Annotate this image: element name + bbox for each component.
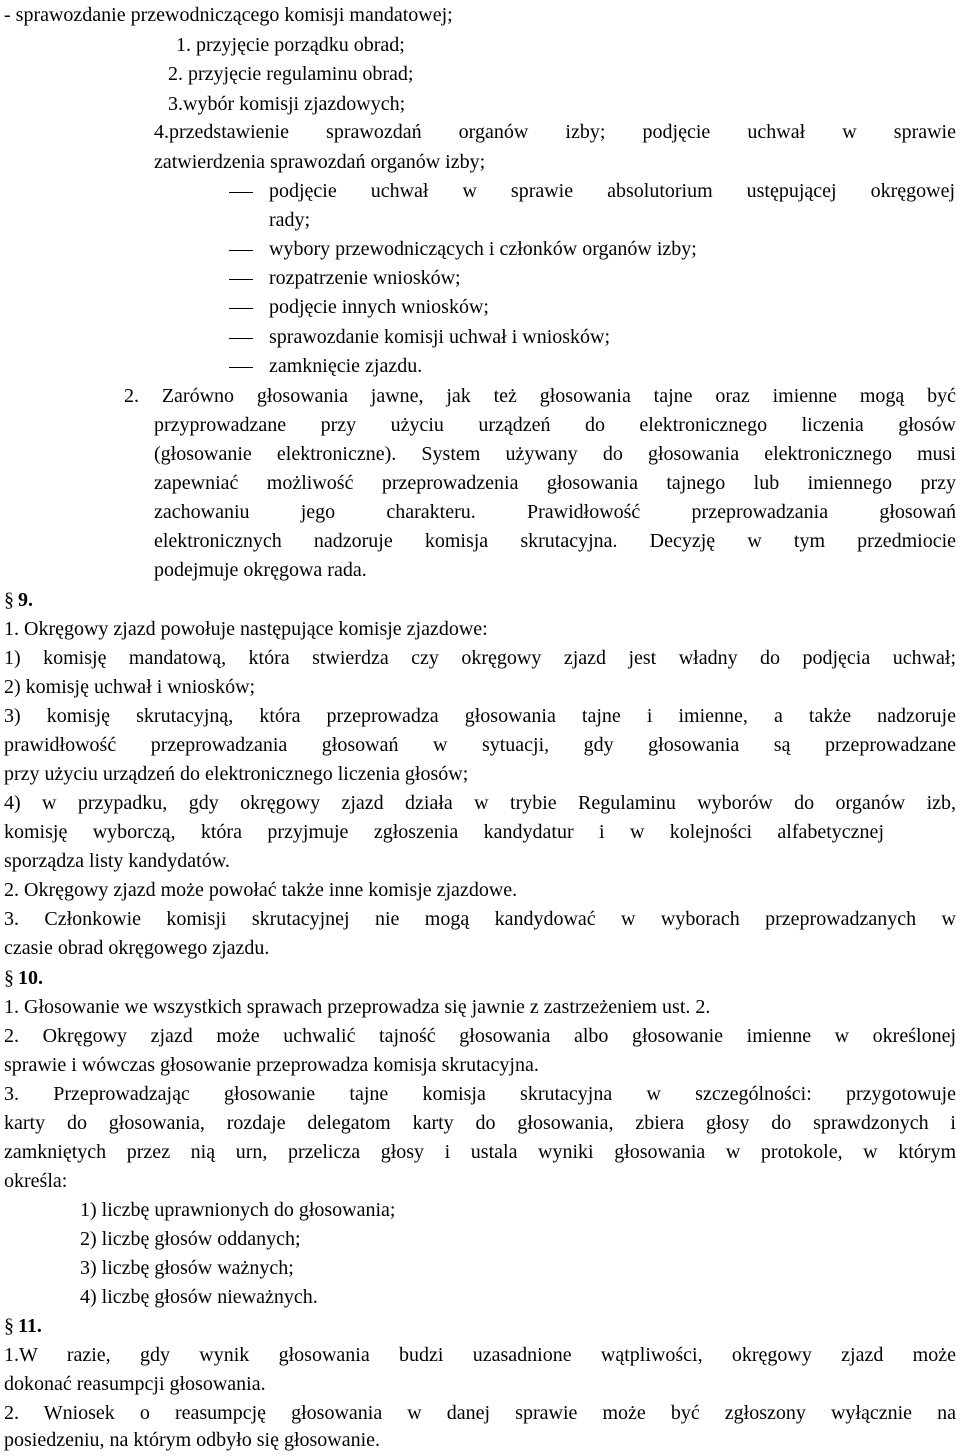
dash-bullet-icon	[229, 264, 253, 293]
s9-line-2: 1) komisję mandatową, która stwierdza czy okręgowy zjazd jest władny do podjęcia uchwał;	[4, 647, 956, 669]
paragraph-2-line-5: zachowaniu jego charakteru. Prawidłowość przeprowadzania głosowań	[154, 501, 956, 523]
dash-item-text: rozpatrzenie wniosków;	[269, 267, 461, 289]
intro-line: - sprawozdanie przewodniczącego komisji mandatowej;	[4, 4, 453, 26]
paragraph-2-line-3: (głosowanie elektroniczne). System używany do głosowania elektronicznego musi	[154, 443, 956, 465]
dash-item-text: podjęcie innych wniosków;	[269, 296, 489, 318]
dash-item-6	[0, 352, 960, 381]
s11-line-4: posiedzeniu, na którym odbyło się głosowanie.	[4, 1429, 381, 1451]
s11-line-1: 1.W razie, gdy wynik głosowania budzi uzasadnione wątpliwości, okręgowy zjazd może	[4, 1344, 956, 1366]
dash-item-text: wybory przewodniczących i członków organów izby;	[269, 238, 697, 260]
dash-item-2	[0, 235, 960, 264]
s9-line-6: przy użyciu urządzeń do elektronicznego liczenia głosów;	[4, 763, 469, 785]
section-symbol: §	[4, 589, 14, 611]
section-heading-10	[4, 964, 43, 993]
s10-line-2: 2. Okręgowy zjazd może uchwalić tajność głosowania albo głosowanie imienne w określonej	[4, 1025, 956, 1047]
paragraph-2-line-1: 2. Zarówno głosowania jawne, jak też głosowania tajne oraz imienne mogą być	[124, 385, 956, 407]
s9-line-4: 3) komisję skrutacyjną, która przeprowadza głosowania tajne i imienne, a także nadzoruje	[4, 705, 956, 727]
s10-line-3: sprawie i wówczas głosowanie przeprowadza komisja skrutacyjna.	[4, 1054, 539, 1076]
s10-sublist-item-4: 4) liczbę głosów nieważnych.	[80, 1286, 318, 1308]
s11-line-2: dokonać reasumpcji głosowania.	[4, 1373, 266, 1395]
dash-item-1	[0, 177, 960, 206]
dash-item-4	[0, 293, 960, 322]
dash-item-1-cont: rady;	[269, 209, 311, 231]
paragraph-2-line-7: podejmuje okręgowa rada.	[154, 559, 367, 581]
s9-line-12: czasie obrad okręgowego zjazdu.	[4, 937, 270, 959]
s10-sublist-item-1: 1) liczbę uprawnionych do głosowania;	[80, 1199, 396, 1221]
s9-line-11: 3. Członkowie komisji skrutacyjnej nie mogą kandydować w wyborach przeprowadzanych w	[4, 908, 956, 930]
s9-line-7: 4) w przypadku, gdy okręgowy zjazd działa w trybie Regulaminu wyborów do organów izb,	[4, 792, 956, 814]
dash-item-5	[0, 323, 960, 352]
section-symbol: §	[4, 967, 14, 989]
paragraph-2-line-4: zapewniać możliwość przeprowadzenia głosowania tajnego lub imiennego przy	[154, 472, 956, 494]
section-symbol: §	[4, 1315, 14, 1337]
paragraph-2-line-2: przyprowadzane przy użyciu urządzeń do elektronicznego liczenia głosów	[154, 414, 956, 436]
dash-bullet-icon	[229, 293, 253, 322]
dash-bullet-icon	[229, 352, 253, 381]
section-heading-11	[4, 1312, 42, 1341]
s9-line-1: 1. Okręgowy zjazd powołuje następujące komisje zjazdowe:	[4, 618, 488, 640]
dash-item-text: zamknięcie zjazdu.	[269, 355, 423, 377]
s9-line-3: 2) komisję uchwał i wniosków;	[4, 676, 256, 698]
s9-line-5: prawidłowość przeprowadzania głosowań w sytuacji, gdy głosowania są przeprowadzane	[4, 734, 956, 756]
paragraph-2-line-6: elektronicznych nadzoruje komisja skrutacyjna. Decyzję w tym przedmiocie	[154, 530, 956, 552]
agenda-item-4-line-2: zatwierdzenia sprawozdań organów izby;	[154, 151, 486, 173]
dash-item-text: sprawozdanie komisji uchwał i wniosków;	[269, 326, 611, 348]
dash-item-text: podjęcie uchwał w sprawie absolutorium ustępującej okręgowej	[269, 180, 955, 202]
section-number: 9.	[18, 589, 33, 611]
agenda-item-1: 1. przyjęcie porządku obrad;	[176, 34, 405, 56]
section-number: 10.	[18, 967, 43, 989]
agenda-item-2: 2. przyjęcie regulaminu obrad;	[168, 63, 414, 85]
s10-line-6: zamkniętych przez nią urn, przelicza głosy i ustala wyniki głosowania w protokole, w którym	[4, 1141, 956, 1163]
dash-bullet-icon	[229, 235, 253, 264]
dash-item-3	[0, 264, 960, 293]
s9-line-9: sporządza listy kandydatów.	[4, 850, 230, 872]
s10-line-7: określa:	[4, 1170, 68, 1192]
s10-line-1: 1. Głosowanie we wszystkich sprawach przeprowadza się jawnie z zastrzeżeniem ust. 2.	[4, 996, 711, 1018]
s10-line-5: karty do głosowania, rozdaje delegatom karty do głosowania, zbiera głosy do sprawdzonych i	[4, 1112, 956, 1134]
dash-bullet-icon	[229, 177, 253, 206]
s9-line-8: komisję wyborczą, która przyjmuje zgłoszenia kandydatur i w kolejności alfabetycznej	[4, 821, 884, 843]
section-heading-9	[4, 586, 33, 615]
s9-line-10: 2. Okręgowy zjazd może powołać także inne komisje zjazdowe.	[4, 879, 518, 901]
agenda-item-4-line-1: 4.przedstawienie sprawozdań organów izby; podjęcie uchwał w sprawie	[154, 121, 956, 143]
s10-sublist-item-3: 3) liczbę głosów ważnych;	[80, 1257, 294, 1279]
dash-bullet-icon	[229, 323, 253, 352]
s11-line-3: 2. Wniosek o reasumpcję głosowania w danej sprawie może być zgłoszony wyłącznie na	[4, 1402, 956, 1424]
s10-sublist-item-2: 2) liczbę głosów oddanych;	[80, 1228, 301, 1250]
section-number: 11.	[18, 1315, 42, 1337]
s10-line-4: 3. Przeprowadzając głosowanie tajne komisja skrutacyjna w szczególności: przygotowuje	[4, 1083, 956, 1105]
agenda-item-3: 3.wybór komisji zjazdowych;	[168, 93, 406, 115]
